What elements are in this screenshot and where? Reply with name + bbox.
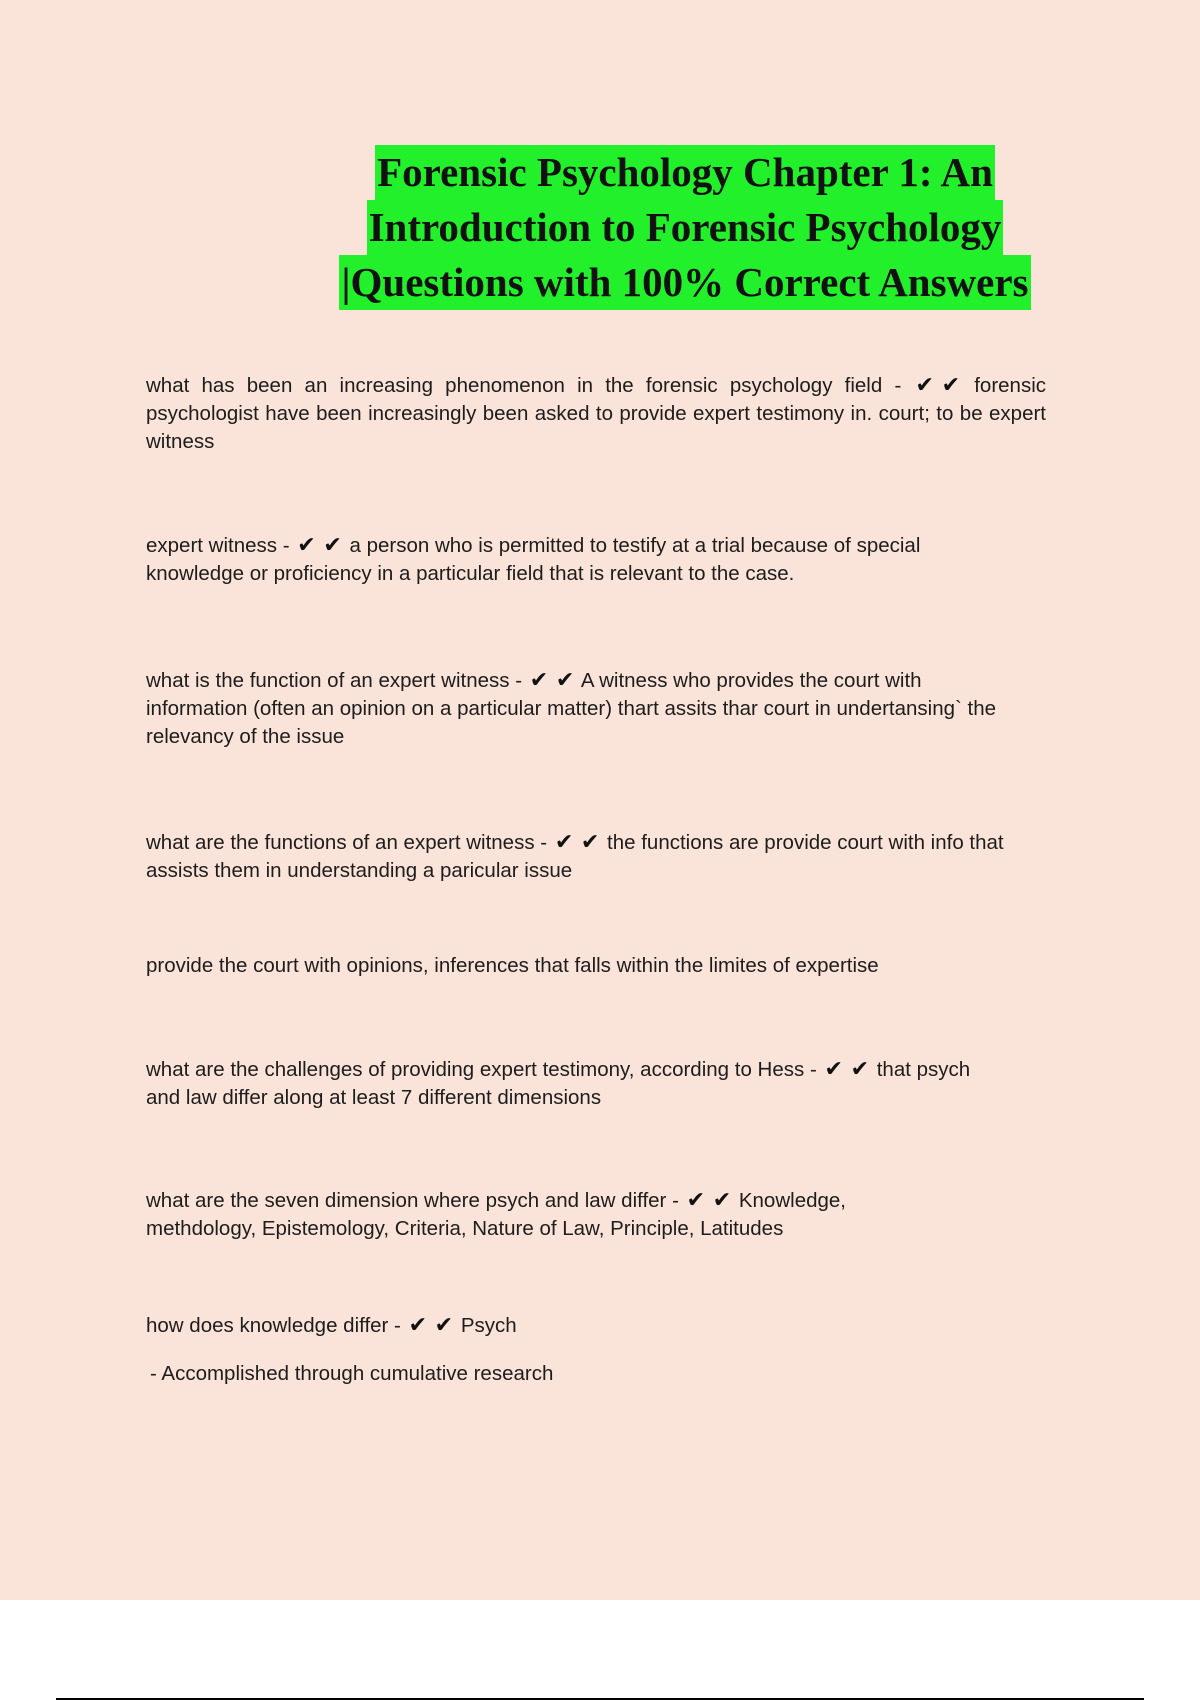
title-line-2: Introduction to Forensic Psychology [367,200,1004,255]
qa-entry-7 [146,1187,946,1243]
double-check-icon: ✔ ✔ [915,373,961,398]
statement-text: provide the court with opinions, inferences that falls within the limites of expertise [146,954,879,977]
double-check-icon: ✔ ✔ [297,533,342,558]
answer-text: forensic psychologist have been increasingly been asked to provide expert testimony in. court; to be expert witness [146,374,1046,453]
double-check-icon: ✔ ✔ [408,1313,454,1338]
answer-text: A witness who provides the court with information (often an opinion on a particular matter) thart assits thar court in undertansing` the relevancy of the issue [146,669,997,748]
double-check-icon: ✔ ✔ [686,1188,732,1213]
answer-text: Psych [460,1314,517,1337]
double-check-icon: ✔ ✔ [529,668,575,693]
title-line-3: |Questions with 100% Correct Answers [339,255,1030,310]
question-text: what has been an increasing phenomenon in the forensic psychology field - [146,374,902,397]
double-check-icon: ✔ ✔ [554,830,600,855]
question-text: what are the functions of an expert witness - [146,831,548,854]
qa-entry-3 [146,667,1026,751]
question-text: expert witness - [146,534,290,557]
title-line-1: Forensic Psychology Chapter 1: An [375,145,995,200]
qa-entry-1 [146,372,1046,456]
qa-entry-4 [146,829,1026,885]
answer-text: Knowledge, methdology, Epistemology, Criteria, Nature of Law, Principle, Latitudes [146,1189,846,1240]
qa-entry-5 [146,952,1046,980]
double-check-icon: ✔ ✔ [824,1057,870,1082]
question-text: how does knowledge differ - [146,1314,401,1337]
answer-text: that psych and law differ along at least 7 different dimensions [146,1058,971,1109]
question-text: what are the seven dimension where psych and law differ - [146,1189,679,1212]
answer-text: a person who is permitted to testify at a trial because of special knowledge or proficiency in a particular field that is relevant to the case. [146,534,921,585]
qa-entry-6 [146,1056,1006,1112]
subpoint-text: - Accomplished through cumulative research [150,1362,554,1385]
answer-text: the functions are provide court with info that assists them in understanding a paricular issue [146,831,1004,882]
qa-entry-2 [146,532,946,588]
document-title [300,145,1070,310]
qa-entry-8 [146,1312,1046,1340]
qa-entry-8-subpoint [150,1360,1050,1388]
question-text: what is the function of an expert witness - [146,669,523,692]
question-text: what are the challenges of providing expert testimony, according to Hess - [146,1058,817,1081]
